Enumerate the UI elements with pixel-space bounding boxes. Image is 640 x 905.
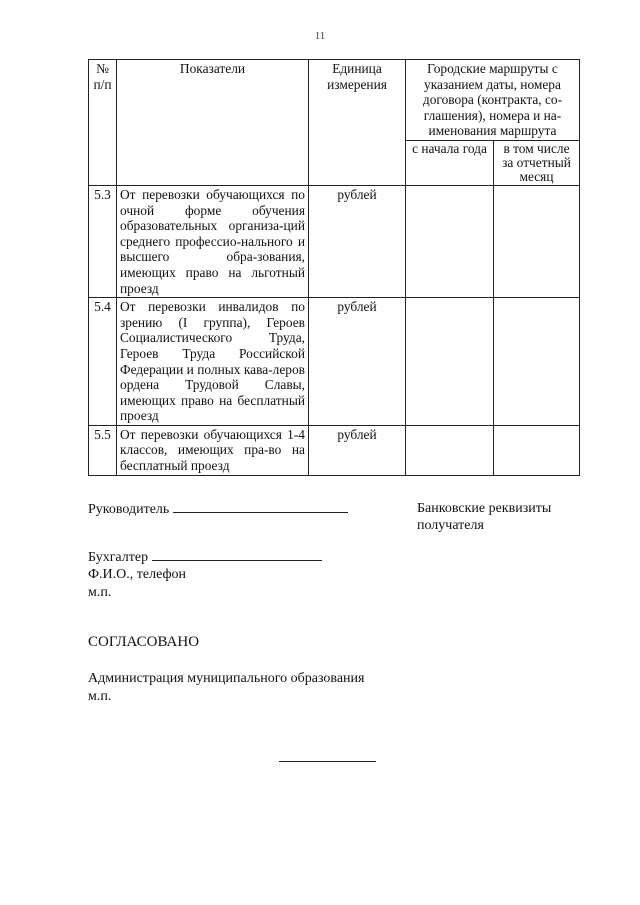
row-num: 5.3 <box>89 185 117 297</box>
accountant-signature-line <box>152 548 322 561</box>
report-table <box>88 59 580 476</box>
header-since-start: с начала года <box>406 140 494 185</box>
header-routes: Городские маршруты с указанием даты, номера договора (контракта, со-глашения), номера и на-именования маршрута <box>406 60 580 141</box>
row-num: 5.5 <box>89 425 117 475</box>
row-unit: рублей <box>309 185 406 297</box>
header-unit: Единица измерения <box>309 60 406 186</box>
page-number: 11 <box>314 30 326 42</box>
header-num: № п/п <box>89 60 117 186</box>
closing-divider <box>279 761 376 762</box>
row-indicator: От перевозки обучающихся по очной форме обучения образовательных организа-ций среднего профессио-нального и высшего обра-зования, имеющих право на льготный проезд <box>117 185 309 297</box>
head-signature <box>88 500 348 518</box>
seal-label-2: м.п. <box>88 689 112 704</box>
row-month <box>494 185 580 297</box>
fio-phone-label: Ф.И.О., телефон <box>88 567 187 582</box>
head-signature-line <box>173 500 348 513</box>
row-month <box>494 425 580 475</box>
header-indicators: Показатели <box>117 60 309 186</box>
table-header-row <box>89 60 580 141</box>
row-num: 5.4 <box>89 298 117 426</box>
admin-label: Администрация муниципального образования <box>88 671 365 686</box>
row-indicator: От перевозки обучающихся 1-4 классов, имеющих пра-во на бесплатный проезд <box>117 425 309 475</box>
bank-details: Банковские реквизиты получателя <box>417 501 552 533</box>
row-unit: рублей <box>309 298 406 426</box>
table-row <box>89 185 580 297</box>
accountant-label: Бухгалтер <box>88 550 149 565</box>
seal-label: м.п. <box>88 585 112 600</box>
row-indicator: От перевозки инвалидов по зрению (I группа), Героев Социалистического Труда, Героев Труда Российской Федерации и полных кава-леров ордена Трудовой Славы, имеющих право на бесплатный проезд <box>117 298 309 426</box>
accountant-signature <box>88 548 322 566</box>
row-since-start <box>406 185 494 297</box>
head-label: Руководитель <box>88 502 170 517</box>
row-month <box>494 298 580 426</box>
agreed-heading: СОГЛАСОВАНО <box>88 634 200 650</box>
row-unit: рублей <box>309 425 406 475</box>
table-row <box>89 298 580 426</box>
row-since-start <box>406 298 494 426</box>
header-incl-month: в том числе за отчетный месяц <box>494 140 580 185</box>
table-row <box>89 425 580 475</box>
row-since-start <box>406 425 494 475</box>
